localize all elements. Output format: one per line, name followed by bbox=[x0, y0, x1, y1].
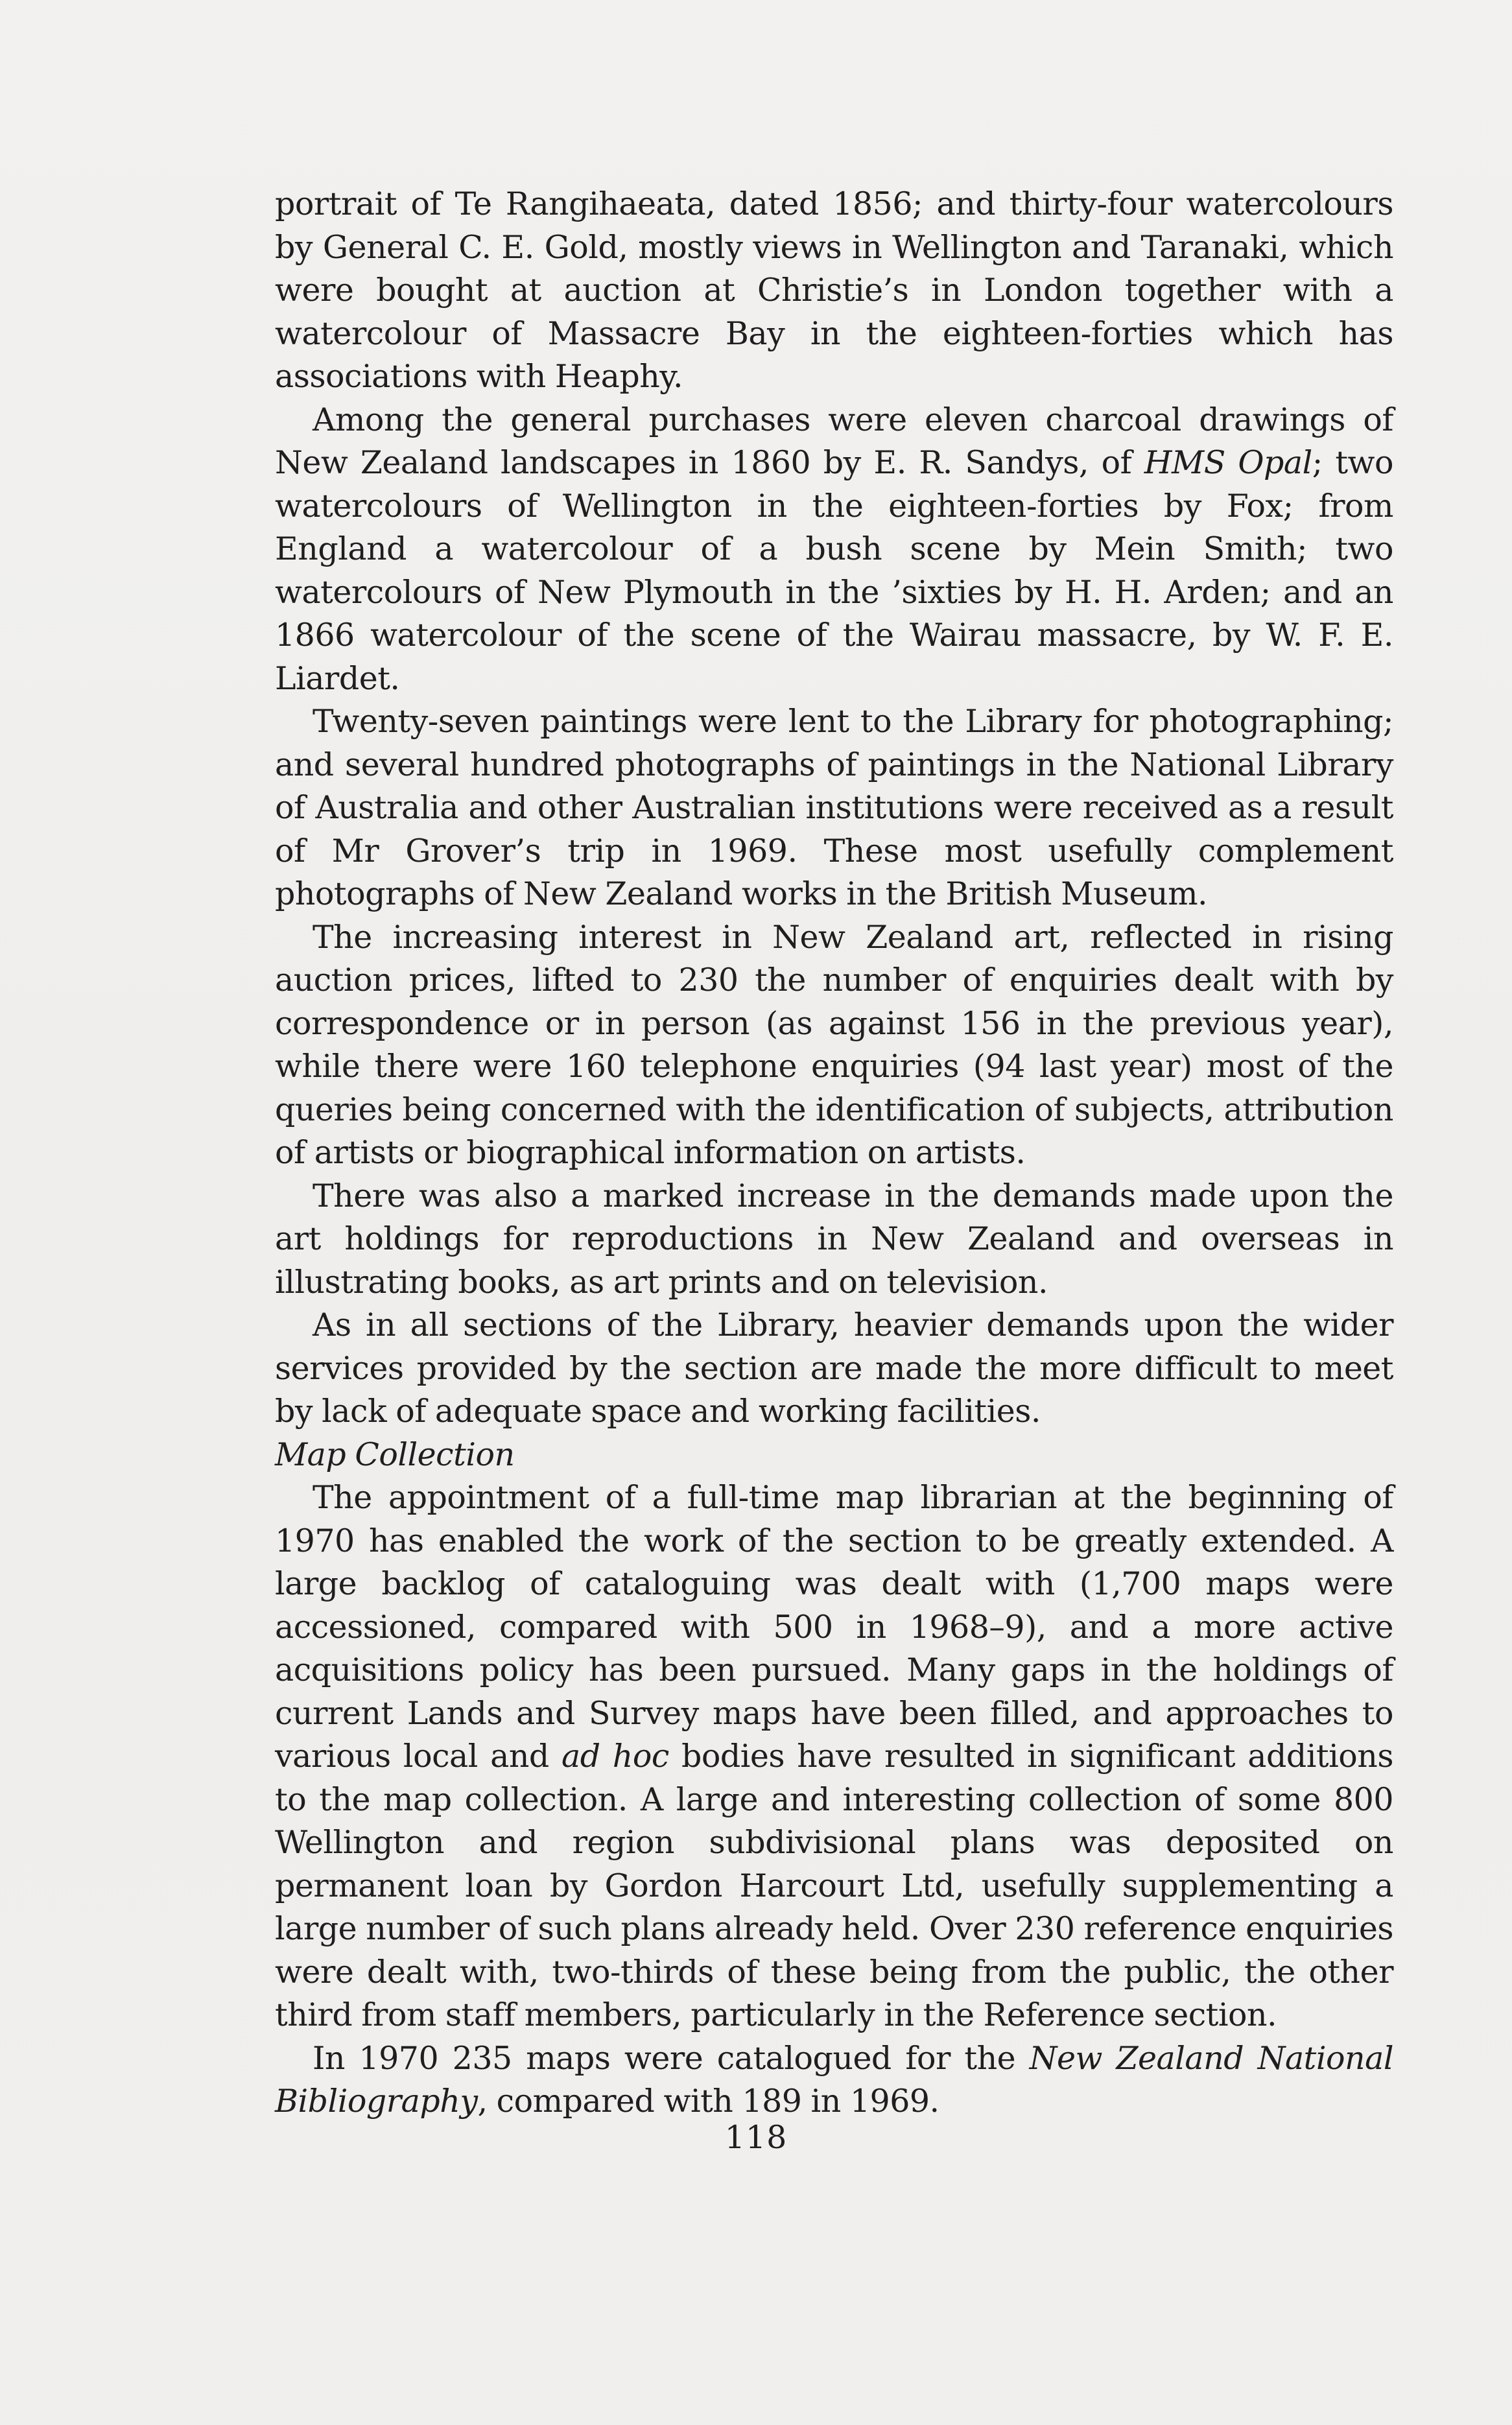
paragraph-2-text-b: ; two watercolours of Wellington in the eighteen-forties by Fox; from England a watercolour of a bush scene by Mein Smith; two watercolours of New Plymouth in the ’sixties by H. H. Arden; and an 1866 watercolour of the scene of the Wairau massacre, by W. F. E. Liardet. bbox=[275, 444, 1393, 697]
paragraph-1 bbox=[275, 183, 1393, 399]
map-paragraph-2-text-a: In 1970 235 maps were catalogued for the bbox=[313, 2039, 1030, 2077]
paragraph-5 bbox=[275, 1175, 1393, 1305]
paragraph-6-text: As in all sections of the Library, heavier demands upon the wider services provided by the section are made the more difficult to meet by lack of adequate space and working facilities. bbox=[275, 1307, 1393, 1430]
publication-title: New Zealand National Bibliography bbox=[275, 2039, 1393, 2120]
latin-phrase: ad hoc bbox=[561, 1738, 669, 1775]
paragraph-4 bbox=[275, 916, 1393, 1175]
paragraph-6 bbox=[275, 1304, 1393, 1434]
ship-name: HMS Opal bbox=[1144, 444, 1312, 481]
paragraph-3 bbox=[275, 700, 1393, 916]
map-paragraph-1 bbox=[275, 1476, 1393, 2037]
map-paragraph-1-text-b: bodies have resulted in significant additions to the map collection. A large and interesting collection of some 800 Wellington and region subdivisional plans was deposited on permanent loan by Gordon Harcourt Ltd, usefully supplementing a large number of such plans already held. Over 230 reference enquiries were dealt with, two-thirds of these being from the public, the other third from staff members, particularly in the Reference section. bbox=[275, 1738, 1393, 2033]
paragraph-1-text: portrait of Te Rangihaeata, dated 1856; and thirty-four watercolours by General C. E. Gold, mostly views in Wellington and Taranaki, which were bought at auction at Christie’s in London together with a watercolour of Massacre Bay in the eighteen-forties which has associations with Heaphy. bbox=[275, 185, 1393, 395]
map-paragraph-1-text-a: The appointment of a full-time map librarian at the beginning of 1970 has enabled the work of the section to be greatly extended. A large backlog of cataloguing was dealt with (1,700 maps were accessioned, compared with 500 in 1968–9), and a more active acquisitions policy has been pursued. Many gaps in the holdings of current Lands and Survey maps have been filled, and approaches to various local and bbox=[275, 1479, 1393, 1775]
section-heading: Map Collection bbox=[275, 1436, 515, 1473]
paragraph-4-text: The increasing interest in New Zealand art, reflected in rising auction prices, lifted to 230 the number of enquiries dealt with by correspondence or in person (as against 156 in the previous year), while there were 160 telephone enquiries (94 last year) most of the queries being concerned with the identification of subjects, attribution of artists or biographical information on artists. bbox=[275, 918, 1393, 1171]
paragraph-5-text: There was also a marked increase in the demands made upon the art holdings for reproductions in New Zealand and overseas in illustrating books, as art prints and on television. bbox=[275, 1177, 1393, 1301]
paragraph-2 bbox=[275, 399, 1393, 701]
body-text bbox=[275, 183, 1393, 2123]
paragraph-2-text-a: Among the general purchases were eleven charcoal drawings of New Zealand landscapes in 1860 by E. R. Sandys, of bbox=[275, 401, 1393, 481]
page-number: 118 bbox=[724, 2119, 788, 2156]
map-paragraph-2-text-b: , compared with 189 in 1969. bbox=[477, 2083, 939, 2120]
paragraph-3-text: Twenty-seven paintings were lent to the Library for photographing; and several hundred photographs of paintings in the National Library of Australia and other Australian institutions were received as a result of Mr Grover’s trip in 1969. These most usefully complement photographs of New Zealand works in the British Museum. bbox=[275, 703, 1393, 912]
map-paragraph-2 bbox=[275, 2037, 1393, 2123]
